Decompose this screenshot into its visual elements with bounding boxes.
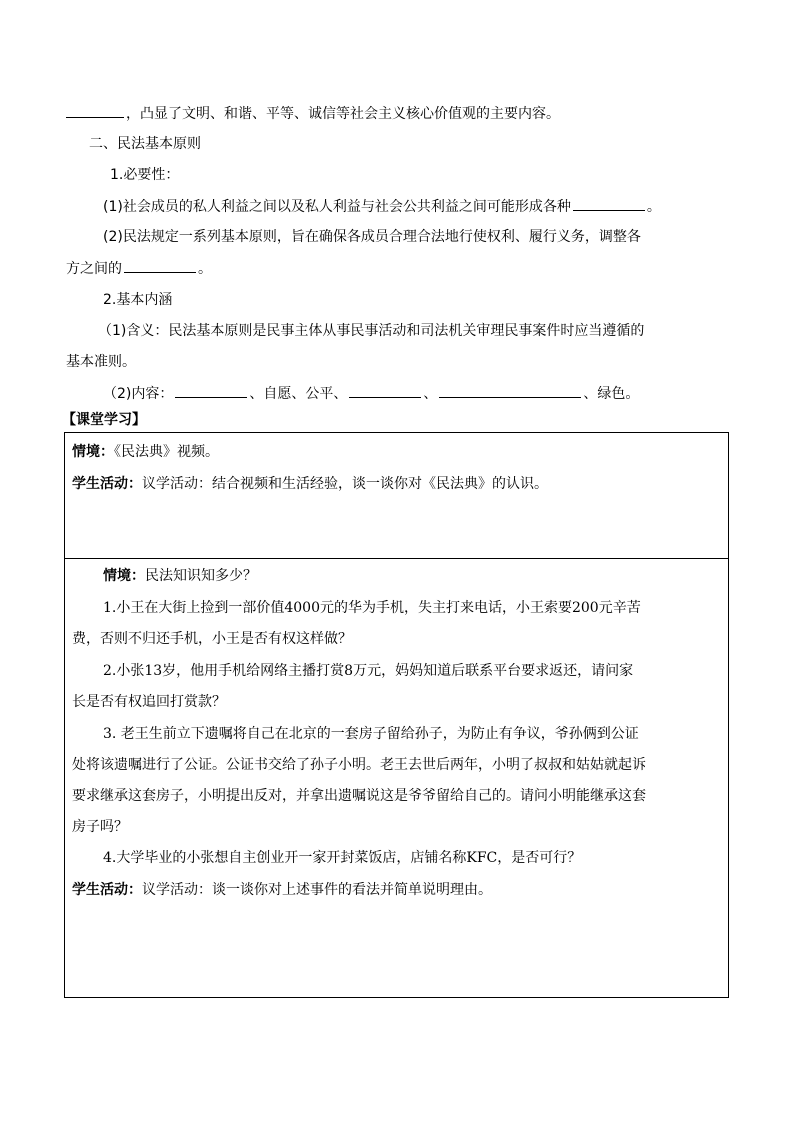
box1-situation: 情境：《民法典》视频。 xyxy=(72,444,219,460)
question-3a: 3. 老王生前立下遗嘱将自己在北京的一套房子留给孙子，为防止有争议，爷孙俩到公证 xyxy=(103,726,639,742)
blank-relations[interactable] xyxy=(124,258,196,273)
box2-activity: 学生活动：议学活动：谈一谈你对上述事件的看法并简单说明理由。 xyxy=(72,882,492,898)
meaning-line-a: （1)含义：民法基本原则是民事主体从事民事活动和司法机关审理民事案件时应当遵循的 xyxy=(98,323,645,339)
blank-content-2[interactable] xyxy=(349,383,421,398)
blank-core-values[interactable] xyxy=(66,103,124,118)
meaning-line-b: 基本准则。 xyxy=(66,354,136,370)
question-3b: 处将该遗嘱进行了公证。公证书交给了孙子小明。老王去世后两年，小明了叔叔和姑姑就起诉 xyxy=(72,757,646,773)
question-1b: 费，否则不归还手机，小王是否有权这样做？ xyxy=(72,631,352,647)
blank-content-1[interactable] xyxy=(175,383,247,398)
necessity-item-1: (1)社会成员的私人利益之间以及私人利益与社会公共利益之间可能形成各种 。 xyxy=(103,196,773,217)
box2-situation: 情境：民法知识知多少？ xyxy=(103,568,257,584)
fill-line-core-values: ，凸显了文明、和谐、平等、诚信等社会主义核心价值观的主要内容。 xyxy=(66,103,736,124)
question-4: 4.大学毕业的小张想自主创业开一家开封菜饭店，店铺名称KFC，是否可行？ xyxy=(103,850,582,866)
connotation-heading: 2.基本内涵 xyxy=(103,292,173,308)
blank-content-3[interactable] xyxy=(439,383,581,398)
classroom-heading: 【课堂学习】 xyxy=(62,412,146,428)
necessity-heading: 1.必要性： xyxy=(110,167,180,183)
question-3d: 房子吗？ xyxy=(72,819,128,835)
section2-heading: 二、民法基本原则 xyxy=(89,136,201,152)
question-3c: 要求继承这套房子，小明提出反对，并拿出遗嘱说这是爷爷留给自己的。请问小明能继承这套 xyxy=(72,788,646,804)
box1-activity: 学生活动：议学活动：结合视频和生活经验，谈一谈你对《民法典》的认识。 xyxy=(72,476,548,492)
classroom-box-quiz xyxy=(64,558,729,998)
question-2b: 长是否有权追回打赏款？ xyxy=(72,694,226,710)
content-line: （2)内容： 、自愿、公平、 、 、绿色。 xyxy=(103,383,773,404)
necessity-item-2b: 方之间的 。 xyxy=(66,258,736,279)
blank-conflicts[interactable] xyxy=(573,196,645,211)
necessity-item-2a: (2)民法规定一系列基本原则，旨在确保各成员合理合法地行使权利、履行义务，调整各 xyxy=(103,229,641,245)
question-2a: 2.小张13岁，他用手机给网络主播打赏8万元，妈妈知道后联系平台要求返还，请问家 xyxy=(103,663,634,679)
question-1a: 1.小王在大街上捡到一部价值4000元的华为手机，失主打来电话，小王索要200元辛苦 xyxy=(103,600,641,616)
